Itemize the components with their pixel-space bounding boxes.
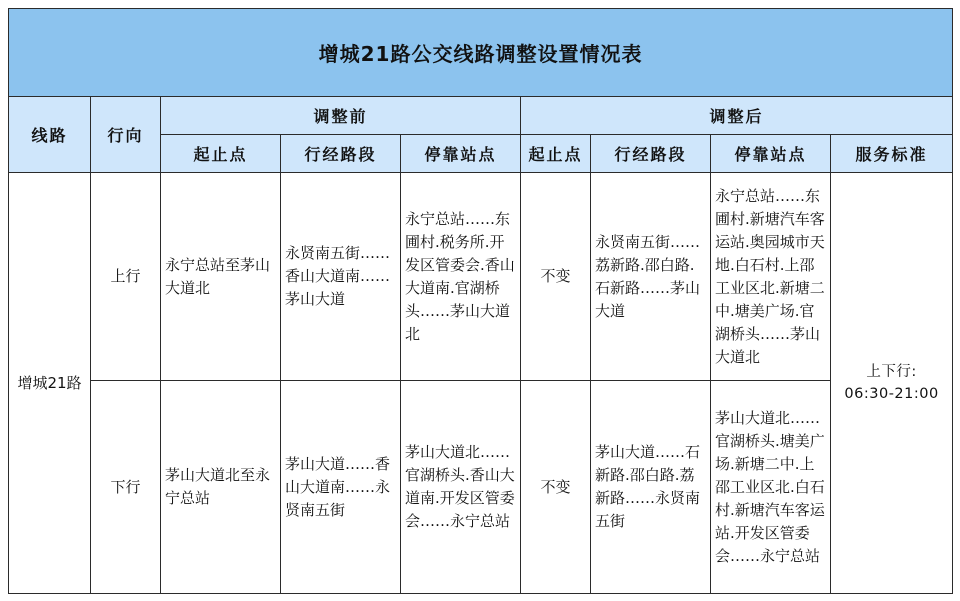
header-direction: 行向 [91, 97, 161, 173]
before-stops-cell: 永宁总站……东圃村.税务所.开发区管委会.香山大道南.官湖桥头……茅山大道北 [401, 173, 521, 381]
table-row-up [9, 173, 953, 381]
table-row-down [9, 381, 953, 594]
after-start-end-cell: 不变 [521, 173, 591, 381]
route-adjustment-table [8, 8, 953, 594]
header-after-start-end: 起止点 [521, 135, 591, 173]
before-path-cell: 永贤南五街……香山大道南……茅山大道 [281, 173, 401, 381]
direction-cell: 下行 [91, 381, 161, 594]
service-standard-cell [831, 173, 953, 594]
header-route: 线路 [9, 97, 91, 173]
route-adjustment-table-container [8, 8, 952, 594]
after-start-end-cell: 不变 [521, 381, 591, 594]
service-hours: 06:30-21:00 [844, 386, 939, 402]
header-before: 调整前 [161, 97, 521, 135]
route-name-cell: 增城21路 [9, 173, 91, 594]
after-path-cell: 茅山大道……石新路.邵白路.荔新路……永贤南五街 [591, 381, 711, 594]
before-path-cell: 茅山大道……香山大道南……永贤南五街 [281, 381, 401, 594]
before-start-end-cell: 永宁总站至茅山大道北 [161, 173, 281, 381]
header-before-stops: 停靠站点 [401, 135, 521, 173]
table-title: 增城21路公交线路调整设置情况表 [9, 9, 953, 97]
direction-cell: 上行 [91, 173, 161, 381]
header-service: 服务标准 [831, 135, 953, 173]
header-after-stops: 停靠站点 [711, 135, 831, 173]
header-before-start-end: 起止点 [161, 135, 281, 173]
after-stops-cell: 永宁总站……东圃村.新塘汽车客运站.奥园城市天地.白石村.上邵工业区北.新塘二中.塘美广场.官湖桥头……茅山大道北 [711, 173, 831, 381]
header-before-path: 行经路段 [281, 135, 401, 173]
before-stops-cell: 茅山大道北……官湖桥头.香山大道南.开发区管委会……永宁总站 [401, 381, 521, 594]
after-path-cell: 永贤南五街……荔新路.邵白路.石新路……茅山大道 [591, 173, 711, 381]
header-after-path: 行经路段 [591, 135, 711, 173]
header-after: 调整后 [521, 97, 953, 135]
service-label: 上下行: [866, 364, 917, 380]
after-stops-cell: 茅山大道北……官湖桥头.塘美广场.新塘二中.上邵工业区北.白石村.新塘汽车客运站.开发区管委会……永宁总站 [711, 381, 831, 594]
before-start-end-cell: 茅山大道北至永宁总站 [161, 381, 281, 594]
